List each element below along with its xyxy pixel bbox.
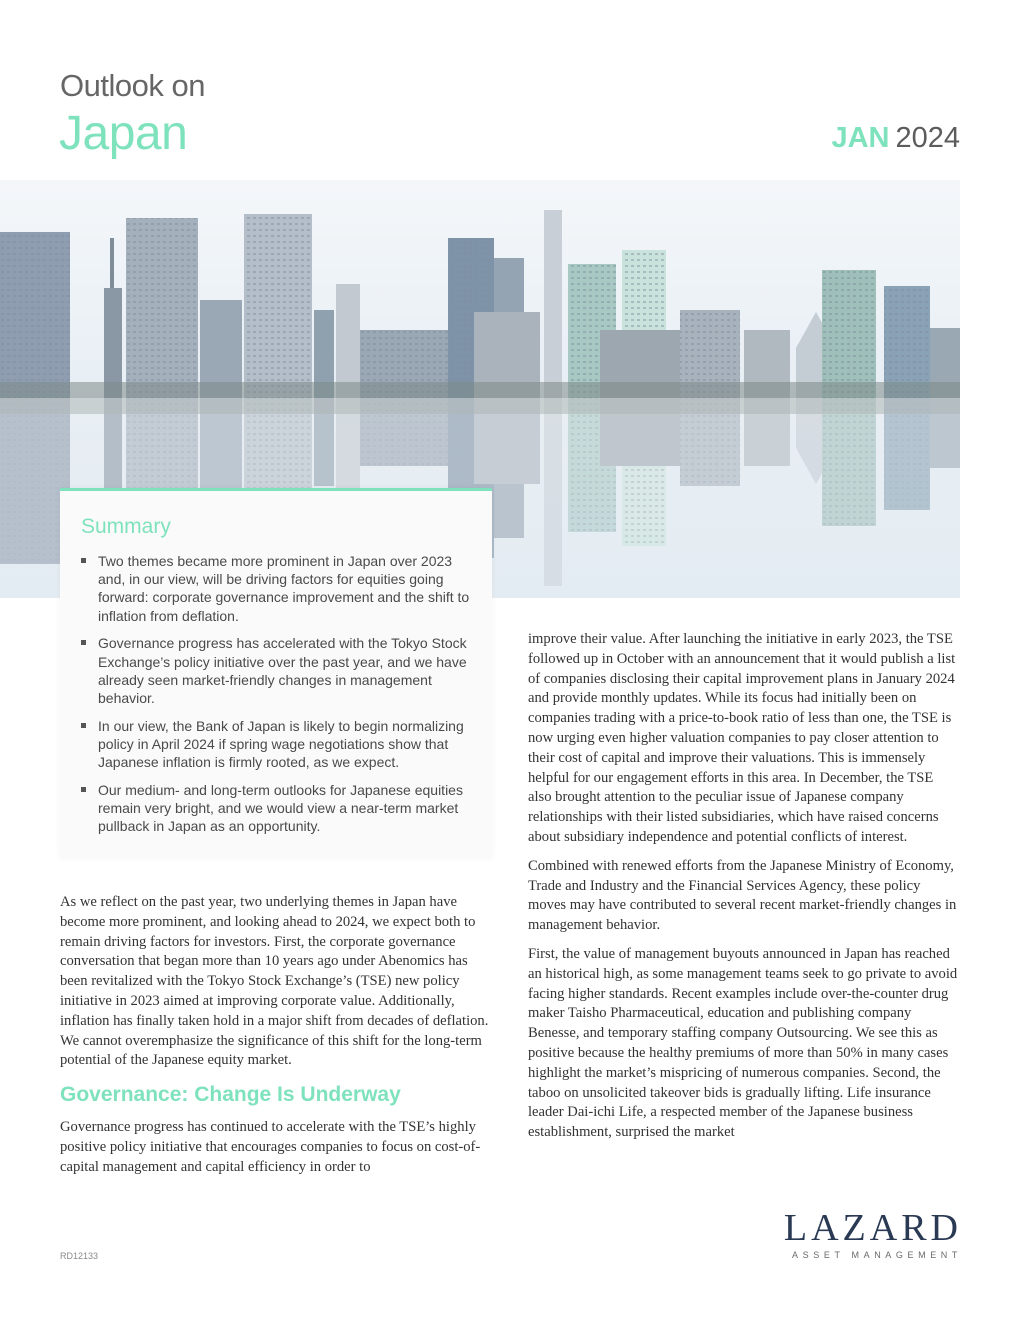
body-paragraph: Combined with renewed efforts from the Japanese Ministry of Economy, Trade and Industry and the Financial Services Agency, these policy moves may have contributed to several recent market-friendly changes in management behavior. (528, 857, 957, 934)
issue-date (831, 122, 960, 155)
document-code: RD12133 (60, 1251, 99, 1261)
list-item (81, 717, 470, 772)
summary-box (60, 488, 492, 858)
list-item (81, 634, 470, 707)
summary-bullet-text: Governance progress has accelerated with the Tokyo Stock Exchange’s policy initiative over the past year, and we have already seen market-friendly changes in management behavior. (98, 635, 467, 706)
logo-subtitle: ASSET MANAGEMENT (792, 1250, 962, 1260)
right-column (528, 630, 960, 1152)
list-item (81, 552, 470, 625)
company-logo (784, 1208, 962, 1260)
summary-title: Summary (81, 515, 171, 538)
logo-wordmark: LAZARD (783, 1207, 962, 1249)
governance-paragraph: Governance progress has continued to accelerate with the TSE’s highly positive policy initiative that encourages companies to focus on cost-of-capital management and capital efficiency in order to (60, 1118, 481, 1175)
eyebrow-title: Outlook on (60, 68, 205, 103)
issue-year: 2024 (895, 122, 960, 154)
bullet-icon (81, 640, 86, 645)
intro-paragraph: As we reflect on the past year, two underlying themes in Japan have become more prominent, and looking ahead to 2024, we expect both to remain driving factors for investors. First, the corporate governance conversation that began more than 10 years ago under Abenomics has been revitalized with the Tokyo Stock Exchange’s (TSE) new policy initiative in 2023 aimed at improving corporate value. Additionally, inflation has finally taken hold in a major shift from decades of deflation. We cannot overemphasize the significance of this shift for the long-term potential of the Japanese equity market. (60, 894, 489, 1069)
summary-bullet-text: In our view, the Bank of Japan is likely to begin normalizing policy in April 2024 if spring wage negotiations show that Japanese inflation is firmly rooted, as we expect. (98, 717, 464, 771)
summary-bullet-text: Our medium- and long-term outlooks for Japanese equities remain very bright, and we would view a near-term market pullback in Japan as an opportunity. (98, 781, 463, 835)
bullet-icon (81, 723, 86, 728)
left-column (60, 893, 492, 1186)
summary-bullet-text: Two themes became more prominent in Japan over 2023 and, in our view, will be driving factors for equities going forward: corporate governance improvement and the shift to inflation from deflation. (98, 553, 470, 624)
bullet-icon (81, 787, 86, 792)
page-title: Japan (59, 107, 188, 160)
section-heading: Governance: Change Is Underway (60, 1083, 401, 1107)
summary-list (81, 552, 470, 835)
bullet-icon (81, 558, 86, 563)
issue-month: JAN (831, 122, 890, 154)
list-item (81, 781, 470, 836)
body-paragraph: improve their value. After launching the initiative in early 2023, the TSE followed up in October with an announcement that it would publish a list of companies disclosing their capital improvement plans in January 2024 and provide monthly updates. While its focus had initially been on companies trading with a price-to-book ratio of less than one, the TSE is now urging even higher valuation companies to pay closer attention to their cost of capital and improve their valuations. This is immensely helpful for our engagement efforts in this area. In December, the TSE also brought attention to the peculiar issue of Japanese company relationships with their listed subsidiaries, which have raised concerns about subsidiary independence and potential conflicts of interest. (528, 631, 956, 845)
body-paragraph: First, the value of management buyouts announced in Japan has reached an historical high, as some management teams seek to go private to avoid facing higher standards. Recent examples include over-the-counter drug maker Taisho Pharmaceutical, education and publishing company Benesse, and temporary staffing company Outsourcing. We see this as positive because the healthy premiums of more than 50% in many cases highlight the market’s mispricing of numerous companies. Second, the taboo on unsolicited takeover bids is gradually lifting. Life insurance leader Dai-ichi Life, a respected member of the Japanese business establishment, surprised the market (528, 945, 958, 1141)
